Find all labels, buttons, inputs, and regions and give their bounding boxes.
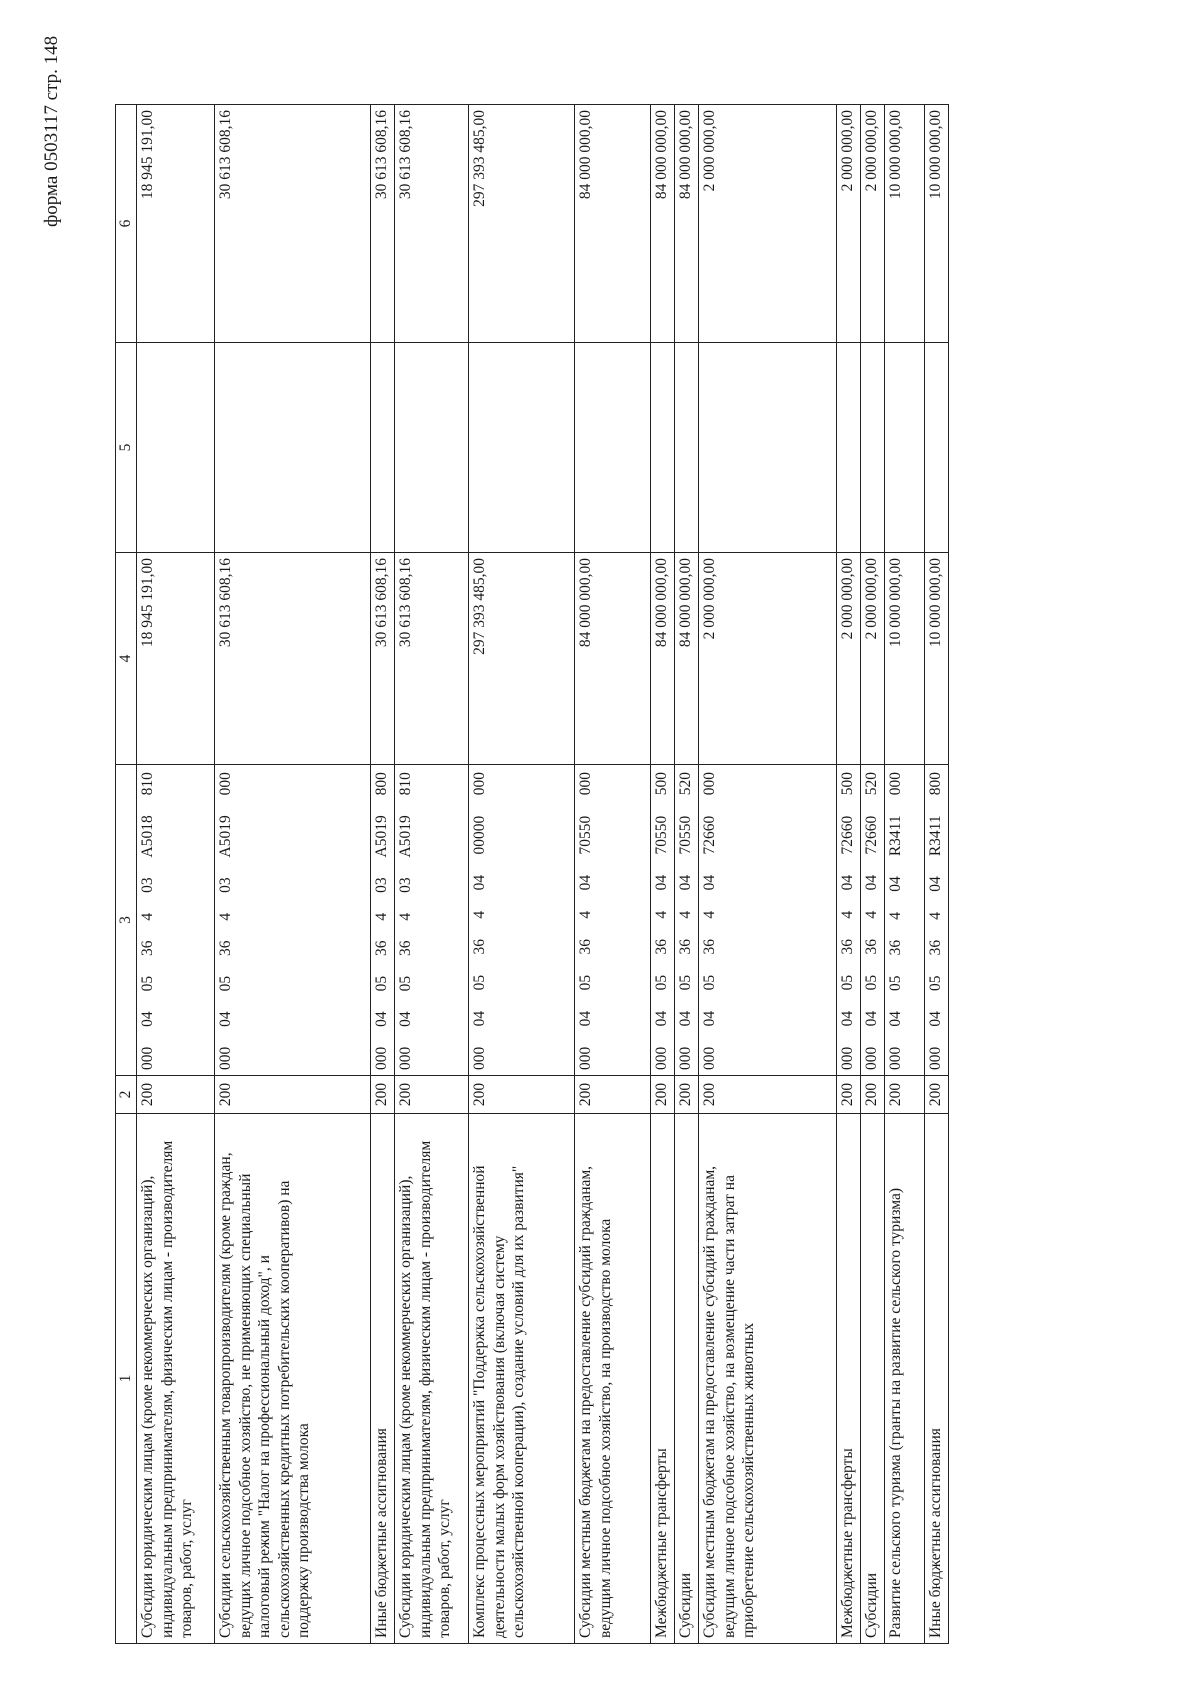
- code-part: 04: [217, 1011, 234, 1027]
- row-unexecuted-amount: 10 000 000,00: [925, 105, 949, 343]
- code-part: A5018: [139, 815, 156, 858]
- row-approved-amount: 30 613 608,16: [215, 553, 371, 765]
- table-row: [885, 105, 925, 1644]
- code-part: 000: [653, 1046, 670, 1070]
- row-classification-code: [575, 765, 651, 1076]
- row-line-code: 200: [371, 1076, 395, 1114]
- code-part: 03: [397, 877, 414, 893]
- row-executed-amount: [575, 343, 651, 553]
- row-unexecuted-amount: 30 613 608,16: [395, 105, 469, 343]
- row-line-code: 200: [885, 1076, 925, 1114]
- code-part: 04: [701, 874, 718, 891]
- code-part: 03: [373, 877, 390, 893]
- row-unexecuted-amount: 30 613 608,16: [371, 105, 395, 343]
- code-part: 05: [701, 974, 718, 991]
- row-line-code: 200: [861, 1076, 885, 1114]
- code-part: 000: [577, 1046, 594, 1070]
- row-line-code: 200: [575, 1076, 651, 1114]
- row-unexecuted-amount: 2 000 000,00: [699, 105, 837, 343]
- code-part: R3411: [887, 815, 904, 857]
- code-part: 04: [887, 1011, 904, 1027]
- code-part: 04: [701, 1010, 718, 1027]
- code-part: 800: [927, 772, 944, 796]
- row-name: Субсидии сельскохозяйственным товаропроизводителям (кроме граждан, ведущих личное подсобное хозяйство, не применяющих специальный налоговый режим "Налог на профессиональный доход", и сельскохозяйственных кредитных потребительских кооперативов) на поддержку производства молока: [215, 1114, 371, 1644]
- row-name: Развитие сельского туризма (гранты на развитие сельского туризма): [885, 1114, 925, 1644]
- code-part: 03: [217, 877, 234, 893]
- code-part: 04: [471, 1010, 488, 1027]
- row-classification-code: [469, 765, 575, 1076]
- code-part: 000: [471, 772, 488, 796]
- code-part: 70550: [677, 815, 694, 855]
- row-name: Иные бюджетные ассигнования: [925, 1114, 949, 1644]
- column-number-6: 6: [116, 105, 137, 343]
- row-approved-amount: 2 000 000,00: [861, 553, 885, 765]
- code-part: 000: [927, 1046, 944, 1070]
- code-part: 72660: [701, 815, 718, 855]
- code-part: 36: [839, 938, 856, 955]
- code-part: 36: [139, 940, 156, 956]
- code-part: 04: [863, 1010, 880, 1027]
- code-part: 04: [677, 1010, 694, 1027]
- code-part: 4: [139, 912, 156, 921]
- code-part: 05: [839, 974, 856, 991]
- row-approved-amount: 297 393 485,00: [469, 553, 575, 765]
- code-part: 05: [887, 975, 904, 991]
- row-approved-amount: 2 000 000,00: [837, 553, 861, 765]
- table-row: [137, 105, 215, 1644]
- column-number-5: 5: [116, 343, 137, 553]
- column-number-3: 3: [116, 765, 137, 1076]
- row-approved-amount: 84 000 000,00: [675, 553, 699, 765]
- code-part: 4: [927, 911, 944, 920]
- table-row: [395, 105, 469, 1644]
- code-part: 810: [139, 772, 156, 796]
- code-part: 05: [397, 975, 414, 992]
- code-part: 36: [653, 938, 670, 955]
- row-executed-amount: [699, 343, 837, 553]
- row-line-code: 200: [469, 1076, 575, 1114]
- code-part: 4: [677, 910, 694, 919]
- row-line-code: 200: [699, 1076, 837, 1114]
- table-row: [575, 105, 651, 1644]
- code-part: 70550: [577, 815, 594, 855]
- code-part: 4: [217, 912, 234, 921]
- code-part: 00000: [471, 815, 488, 855]
- code-part: 04: [887, 876, 904, 892]
- row-executed-amount: [371, 343, 395, 553]
- row-unexecuted-amount: 84 000 000,00: [675, 105, 699, 343]
- code-part: 05: [927, 975, 944, 991]
- code-part: 72660: [863, 815, 880, 855]
- row-executed-amount: [837, 343, 861, 553]
- row-approved-amount: 2 000 000,00: [699, 553, 837, 765]
- code-part: 4: [653, 910, 670, 919]
- code-part: A5019: [397, 815, 414, 858]
- code-part: 36: [677, 938, 694, 955]
- code-part: 70550: [653, 815, 670, 855]
- row-line-code: 200: [395, 1076, 469, 1114]
- table-row: [925, 105, 949, 1644]
- code-part: 000: [887, 1046, 904, 1070]
- code-part: 36: [397, 940, 414, 956]
- code-part: 4: [887, 911, 904, 920]
- code-part: 05: [217, 975, 234, 992]
- code-part: 04: [471, 874, 488, 891]
- table-row: [699, 105, 837, 1644]
- row-line-code: 200: [651, 1076, 675, 1114]
- row-name: Субсидии юридическим лицам (кроме некоммерческих организаций), индивидуальным предпринимателям, физическим лицам - производителям товаров, работ, услуг: [395, 1114, 469, 1644]
- code-part: 000: [373, 1046, 390, 1070]
- row-line-code: 200: [215, 1076, 371, 1114]
- row-line-code: 200: [837, 1076, 861, 1114]
- code-part: 05: [653, 974, 670, 991]
- row-name: Комплекс процессных мероприятий "Поддержка сельскохозяйственной деятельности малых форм хозяйствования (включая систему сельскохозяйственной кооперации), создание условий для их развития": [469, 1114, 575, 1644]
- table-row: [215, 105, 371, 1644]
- row-unexecuted-amount: 297 393 485,00: [469, 105, 575, 343]
- code-part: 4: [701, 910, 718, 919]
- code-part: 4: [397, 912, 414, 921]
- row-classification-code: [861, 765, 885, 1076]
- row-approved-amount: 10 000 000,00: [925, 553, 949, 765]
- row-line-code: 200: [137, 1076, 215, 1114]
- code-part: 04: [839, 1010, 856, 1027]
- code-part: A5019: [373, 815, 390, 858]
- row-classification-code: [675, 765, 699, 1076]
- row-classification-code: [837, 765, 861, 1076]
- row-classification-code: [925, 765, 949, 1076]
- code-part: 000: [397, 1046, 414, 1070]
- table-row: [861, 105, 885, 1644]
- row-name: Субсидии местным бюджетам на предоставление субсидий гражданам, ведущим личное подсобное хозяйство, на возмещение части затрат на приобретение сельскохозяйственных животных: [699, 1114, 837, 1644]
- row-classification-code: [699, 765, 837, 1076]
- row-name: Межбюджетные трансферты: [651, 1114, 675, 1644]
- row-executed-amount: [469, 343, 575, 553]
- row-approved-amount: 84 000 000,00: [575, 553, 651, 765]
- code-part: 04: [139, 1011, 156, 1027]
- code-part: R3411: [927, 815, 944, 857]
- code-part: 04: [397, 1011, 414, 1027]
- table-body: [137, 105, 949, 1644]
- code-part: 36: [887, 939, 904, 956]
- code-part: 4: [373, 912, 390, 921]
- code-part: 04: [577, 1010, 594, 1027]
- code-part: A5019: [217, 815, 234, 858]
- code-part: 04: [373, 1011, 390, 1027]
- code-part: 36: [471, 938, 488, 955]
- row-classification-code: [137, 765, 215, 1076]
- code-part: 000: [217, 1046, 234, 1070]
- row-executed-amount: [675, 343, 699, 553]
- row-name: Межбюджетные трансферты: [837, 1114, 861, 1644]
- form-reference: форма 0503117 стр. 148: [41, 35, 62, 227]
- column-number-1: 1: [116, 1114, 137, 1644]
- row-approved-amount: 84 000 000,00: [651, 553, 675, 765]
- code-part: 500: [653, 772, 670, 796]
- row-executed-amount: [395, 343, 469, 553]
- code-part: 04: [927, 876, 944, 892]
- code-part: 520: [863, 772, 880, 796]
- row-executed-amount: [651, 343, 675, 553]
- code-part: 05: [373, 975, 390, 992]
- code-part: 4: [863, 910, 880, 919]
- code-part: 36: [927, 939, 944, 956]
- row-executed-amount: [885, 343, 925, 553]
- row-unexecuted-amount: 84 000 000,00: [575, 105, 651, 343]
- row-name: Субсидии местным бюджетам на предоставление субсидий гражданам, ведущим личное подсобное хозяйство, на производство молока: [575, 1114, 651, 1644]
- code-part: 500: [839, 772, 856, 796]
- code-part: 72660: [839, 815, 856, 855]
- table-row: [837, 105, 861, 1644]
- code-part: 000: [887, 772, 904, 796]
- row-unexecuted-amount: 18 945 191,00: [137, 105, 215, 343]
- code-part: 000: [139, 1046, 156, 1070]
- row-classification-code: [885, 765, 925, 1076]
- code-part: 520: [677, 772, 694, 796]
- row-approved-amount: 30 613 608,16: [395, 553, 469, 765]
- row-unexecuted-amount: 84 000 000,00: [651, 105, 675, 343]
- column-number-row: [116, 105, 137, 1644]
- code-part: 36: [577, 938, 594, 955]
- column-number-4: 4: [116, 553, 137, 765]
- code-part: 04: [927, 1011, 944, 1027]
- code-part: 04: [653, 1010, 670, 1027]
- row-name: Иные бюджетные ассигнования: [371, 1114, 395, 1644]
- code-part: 000: [217, 772, 234, 796]
- code-part: 05: [863, 974, 880, 991]
- code-part: 000: [701, 1046, 718, 1070]
- code-part: 04: [863, 874, 880, 891]
- row-classification-code: [651, 765, 675, 1076]
- row-executed-amount: [215, 343, 371, 553]
- code-part: 000: [677, 1046, 694, 1070]
- code-part: 4: [577, 910, 594, 919]
- code-part: 36: [863, 938, 880, 955]
- row-name: Субсидии: [675, 1114, 699, 1644]
- row-approved-amount: 10 000 000,00: [885, 553, 925, 765]
- row-classification-code: [215, 765, 371, 1076]
- row-unexecuted-amount: 2 000 000,00: [837, 105, 861, 343]
- row-name: Субсидии юридическим лицам (кроме некоммерческих организаций), индивидуальным предпринимателям, физическим лицам - производителям товаров, работ, услуг: [137, 1114, 215, 1644]
- code-part: 4: [471, 910, 488, 919]
- row-executed-amount: [137, 343, 215, 553]
- budget-execution-table: [115, 104, 949, 1644]
- row-line-code: 200: [925, 1076, 949, 1114]
- code-part: 04: [577, 874, 594, 891]
- code-part: 000: [577, 772, 594, 796]
- row-executed-amount: [925, 343, 949, 553]
- row-name: Субсидии: [861, 1114, 885, 1644]
- code-part: 000: [839, 1046, 856, 1070]
- code-part: 000: [701, 772, 718, 796]
- row-classification-code: [371, 765, 395, 1076]
- row-executed-amount: [861, 343, 885, 553]
- code-part: 05: [677, 974, 694, 991]
- row-approved-amount: 30 613 608,16: [371, 553, 395, 765]
- table-row: [371, 105, 395, 1644]
- code-part: 36: [217, 940, 234, 956]
- code-part: 05: [139, 975, 156, 992]
- code-part: 36: [701, 938, 718, 955]
- code-part: 04: [653, 874, 670, 891]
- column-number-2: 2: [116, 1076, 137, 1114]
- code-part: 000: [471, 1046, 488, 1070]
- row-unexecuted-amount: 10 000 000,00: [885, 105, 925, 343]
- code-part: 36: [373, 940, 390, 956]
- table-row: [675, 105, 699, 1644]
- code-part: 810: [397, 772, 414, 796]
- row-unexecuted-amount: 2 000 000,00: [861, 105, 885, 343]
- code-part: 800: [373, 772, 390, 796]
- table-row: [469, 105, 575, 1644]
- row-line-code: 200: [675, 1076, 699, 1114]
- code-part: 04: [839, 874, 856, 891]
- code-part: 04: [677, 874, 694, 891]
- code-part: 05: [471, 974, 488, 991]
- row-approved-amount: 18 945 191,00: [137, 553, 215, 765]
- row-unexecuted-amount: 30 613 608,16: [215, 105, 371, 343]
- code-part: 05: [577, 974, 594, 991]
- code-part: 03: [139, 877, 156, 893]
- row-classification-code: [395, 765, 469, 1076]
- table-row: [651, 105, 675, 1644]
- code-part: 000: [863, 1046, 880, 1070]
- code-part: 4: [839, 910, 856, 919]
